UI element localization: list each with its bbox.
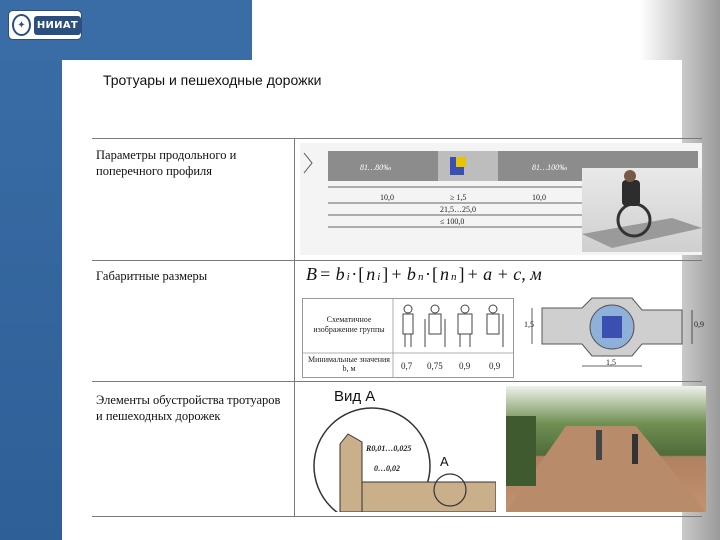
formula-n: n — [417, 271, 424, 283]
curb-radius: R0,01…0,025 — [366, 444, 412, 453]
left-band — [0, 0, 62, 540]
formula-tail: + a + c, м — [466, 264, 542, 284]
figure-icons — [403, 305, 503, 347]
formula-b: B — [306, 264, 317, 284]
sidewalk-photo — [506, 386, 706, 512]
plan-dim-height2: 0,9 — [694, 320, 704, 329]
person-head — [624, 170, 636, 182]
formula-dot2: · — [425, 264, 430, 284]
row-label-dimensions: Габаритные размеры — [96, 269, 208, 283]
table-row-divider-2 — [92, 381, 702, 382]
formula-eq: = b — [319, 264, 345, 284]
institute-logo — [8, 10, 82, 40]
dim-right: 10,0 — [532, 193, 546, 202]
table-caption-image: Схематичное изображение группы — [313, 315, 385, 334]
pedestrian-2 — [632, 434, 638, 464]
dim-total: 21,5…25,0 — [440, 205, 476, 214]
wheelchair-photo — [582, 168, 702, 252]
detail-label-a: А — [440, 454, 449, 469]
table-top-rule — [92, 138, 702, 139]
slope-right: 81…100‰ — [532, 163, 568, 172]
table-column-divider — [294, 139, 295, 517]
formula-nn-sub: n — [450, 271, 457, 283]
pavement-section — [362, 482, 496, 512]
curb-height: 0…0,02 — [374, 464, 400, 473]
value-2: 0,75 — [427, 361, 443, 371]
dim-left: 10,0 — [380, 193, 394, 202]
row-label-profile: Параметры продольного и поперечного профиля — [96, 148, 237, 178]
table-bottom-rule — [92, 516, 702, 517]
pedestrian-head — [456, 157, 466, 167]
formula-plus-bn: + b — [390, 264, 416, 284]
pedestrian-groups-table — [302, 298, 514, 378]
slope-left: 81…80‰ — [360, 163, 392, 172]
formula-ni-sub: i — [377, 271, 381, 283]
plan-dim-height: 1,5 — [524, 320, 534, 329]
dim-max: ≤ 100,0 — [440, 217, 465, 226]
plan-dim-width: 1,5 — [606, 358, 616, 367]
emblem-icon: ✦ — [12, 14, 31, 36]
width-formula: B = b i · [ n i ] + b n · [ n n ] + a + c, м — [306, 264, 542, 284]
curb-detail-drawing — [300, 386, 496, 512]
formula-dot1: · — [351, 264, 357, 284]
formula-nn: n — [439, 264, 449, 284]
wheelchair-top-view — [602, 316, 622, 338]
view-title: Вид А — [334, 388, 376, 405]
person-figure — [622, 180, 640, 206]
formula-i: i — [346, 271, 350, 283]
value-3: 0,9 — [459, 361, 471, 371]
logo-text: НИИАТ — [34, 16, 81, 35]
value-4: 0,9 — [489, 361, 501, 371]
formula-ni: n — [366, 264, 376, 284]
row-label-elements: Элементы обустройства тротуаров и пешеходных дорожек — [96, 393, 281, 423]
table-caption-values: Минимальные значения b, м — [308, 355, 390, 373]
page-title: Тротуары и пешеходные дорожки — [103, 72, 322, 88]
sidewalk-segment — [438, 151, 498, 181]
trees-left — [506, 416, 536, 486]
dim-mid: ≥ 1,5 — [450, 193, 467, 202]
pedestrian-1 — [596, 430, 602, 460]
table-row-divider-1 — [92, 260, 702, 261]
curb-section — [340, 434, 362, 512]
wheelchair-plan-drawing — [522, 288, 708, 374]
value-1: 0,7 — [401, 361, 413, 371]
